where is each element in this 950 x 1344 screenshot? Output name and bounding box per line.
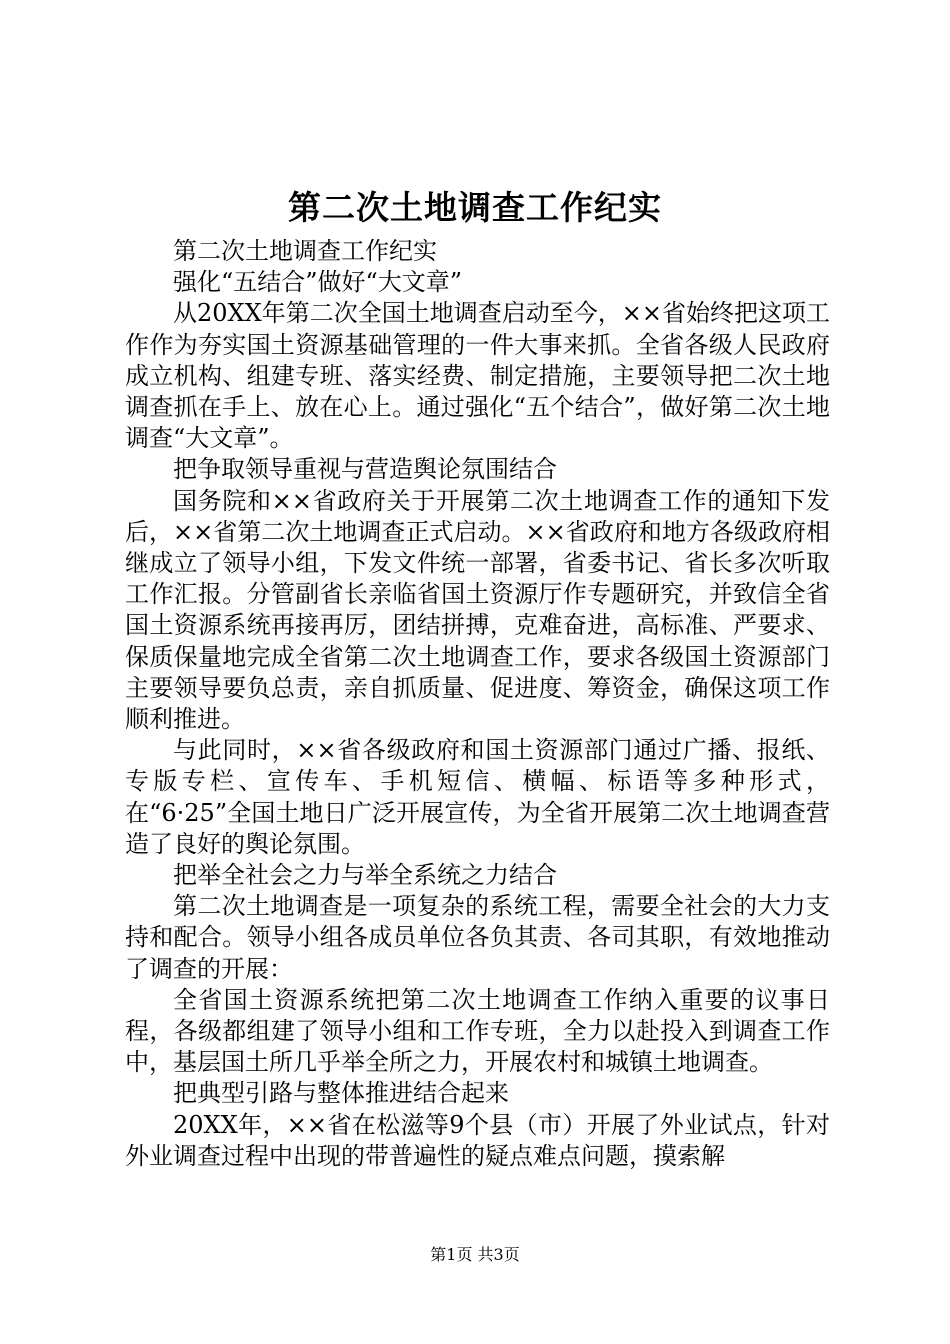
page-footer: 第1页 共3页	[430, 1245, 520, 1264]
body-paragraph: 全省国土资源系统把第二次土地调查工作纳入重要的议事日程，各级都组建了领导小组和工作专班，全力以赴投入到调查工作中，基层国土所几乎举全所之力，开展农村和城镇土地调查。	[125, 985, 830, 1077]
slogan-heading: 强化“五结合”做好“大文章”	[173, 268, 463, 297]
section-heading: 把举全社会之力与举全系统之力结合	[173, 861, 557, 890]
section-heading: 把争取领导重视与营造舆论氛围结合	[173, 455, 557, 484]
body-paragraph: 20XX年，××省在松滋等9个县（市）开展了外业试点，针对外业调查过程中出现的带普遍性的疑点难点问题，摸索解	[125, 1110, 830, 1170]
body-paragraph: 与此同时，××省各级政府和国土资源部门通过广播、报纸、专版专栏、宣传车、手机短信、横幅、标语等多种形式，在“6·25”全国土地日广泛开展宣传，为全省开展第二次土地调查营造了良好的舆论氛围。	[125, 736, 830, 858]
subtitle-paragraph: 第二次土地调查工作纪实	[173, 237, 437, 265]
document-body	[125, 236, 830, 1172]
document-title: 第二次土地调查工作纪实	[288, 188, 662, 227]
body-paragraph: 国务院和××省政府关于开展第二次土地调查工作的通知下发后，××省第二次土地调查正式启动。××省政府和地方各级政府相继成立了领导小组，下发文件统一部署，省委书记、省长多次听取工作汇报。分管副省长亲临省国土资源厅作专题研究，并致信全省国土资源系统再接再厉，团结拼搏，克难奋进，高标准、严要求、保质保量地完成全省第二次土地调查工作，要求各级国土资源部门主要领导要负总责，亲自抓质量、促进度、筹资金，确保这项工作顺利推进。	[125, 486, 830, 734]
body-paragraph: 从20XX年第二次全国土地调查启动至今，××省始终把这项工作作为夯实国土资源基础管理的一件大事来抓。全省各级人民政府成立机构、组建专班、落实经费、制定措施，主要领导把二次土地调查抓在手上、放在心上。通过强化“五个结合”，做好第二次土地调查“大文章”。	[125, 299, 830, 453]
section-heading: 把典型引路与整体推进结合起来	[173, 1079, 509, 1108]
body-paragraph: 第二次土地调查是一项复杂的系统工程，需要全社会的大力支持和配合。领导小组各成员单位各负其责、各司其职，有效地推动了调查的开展：	[125, 892, 830, 983]
